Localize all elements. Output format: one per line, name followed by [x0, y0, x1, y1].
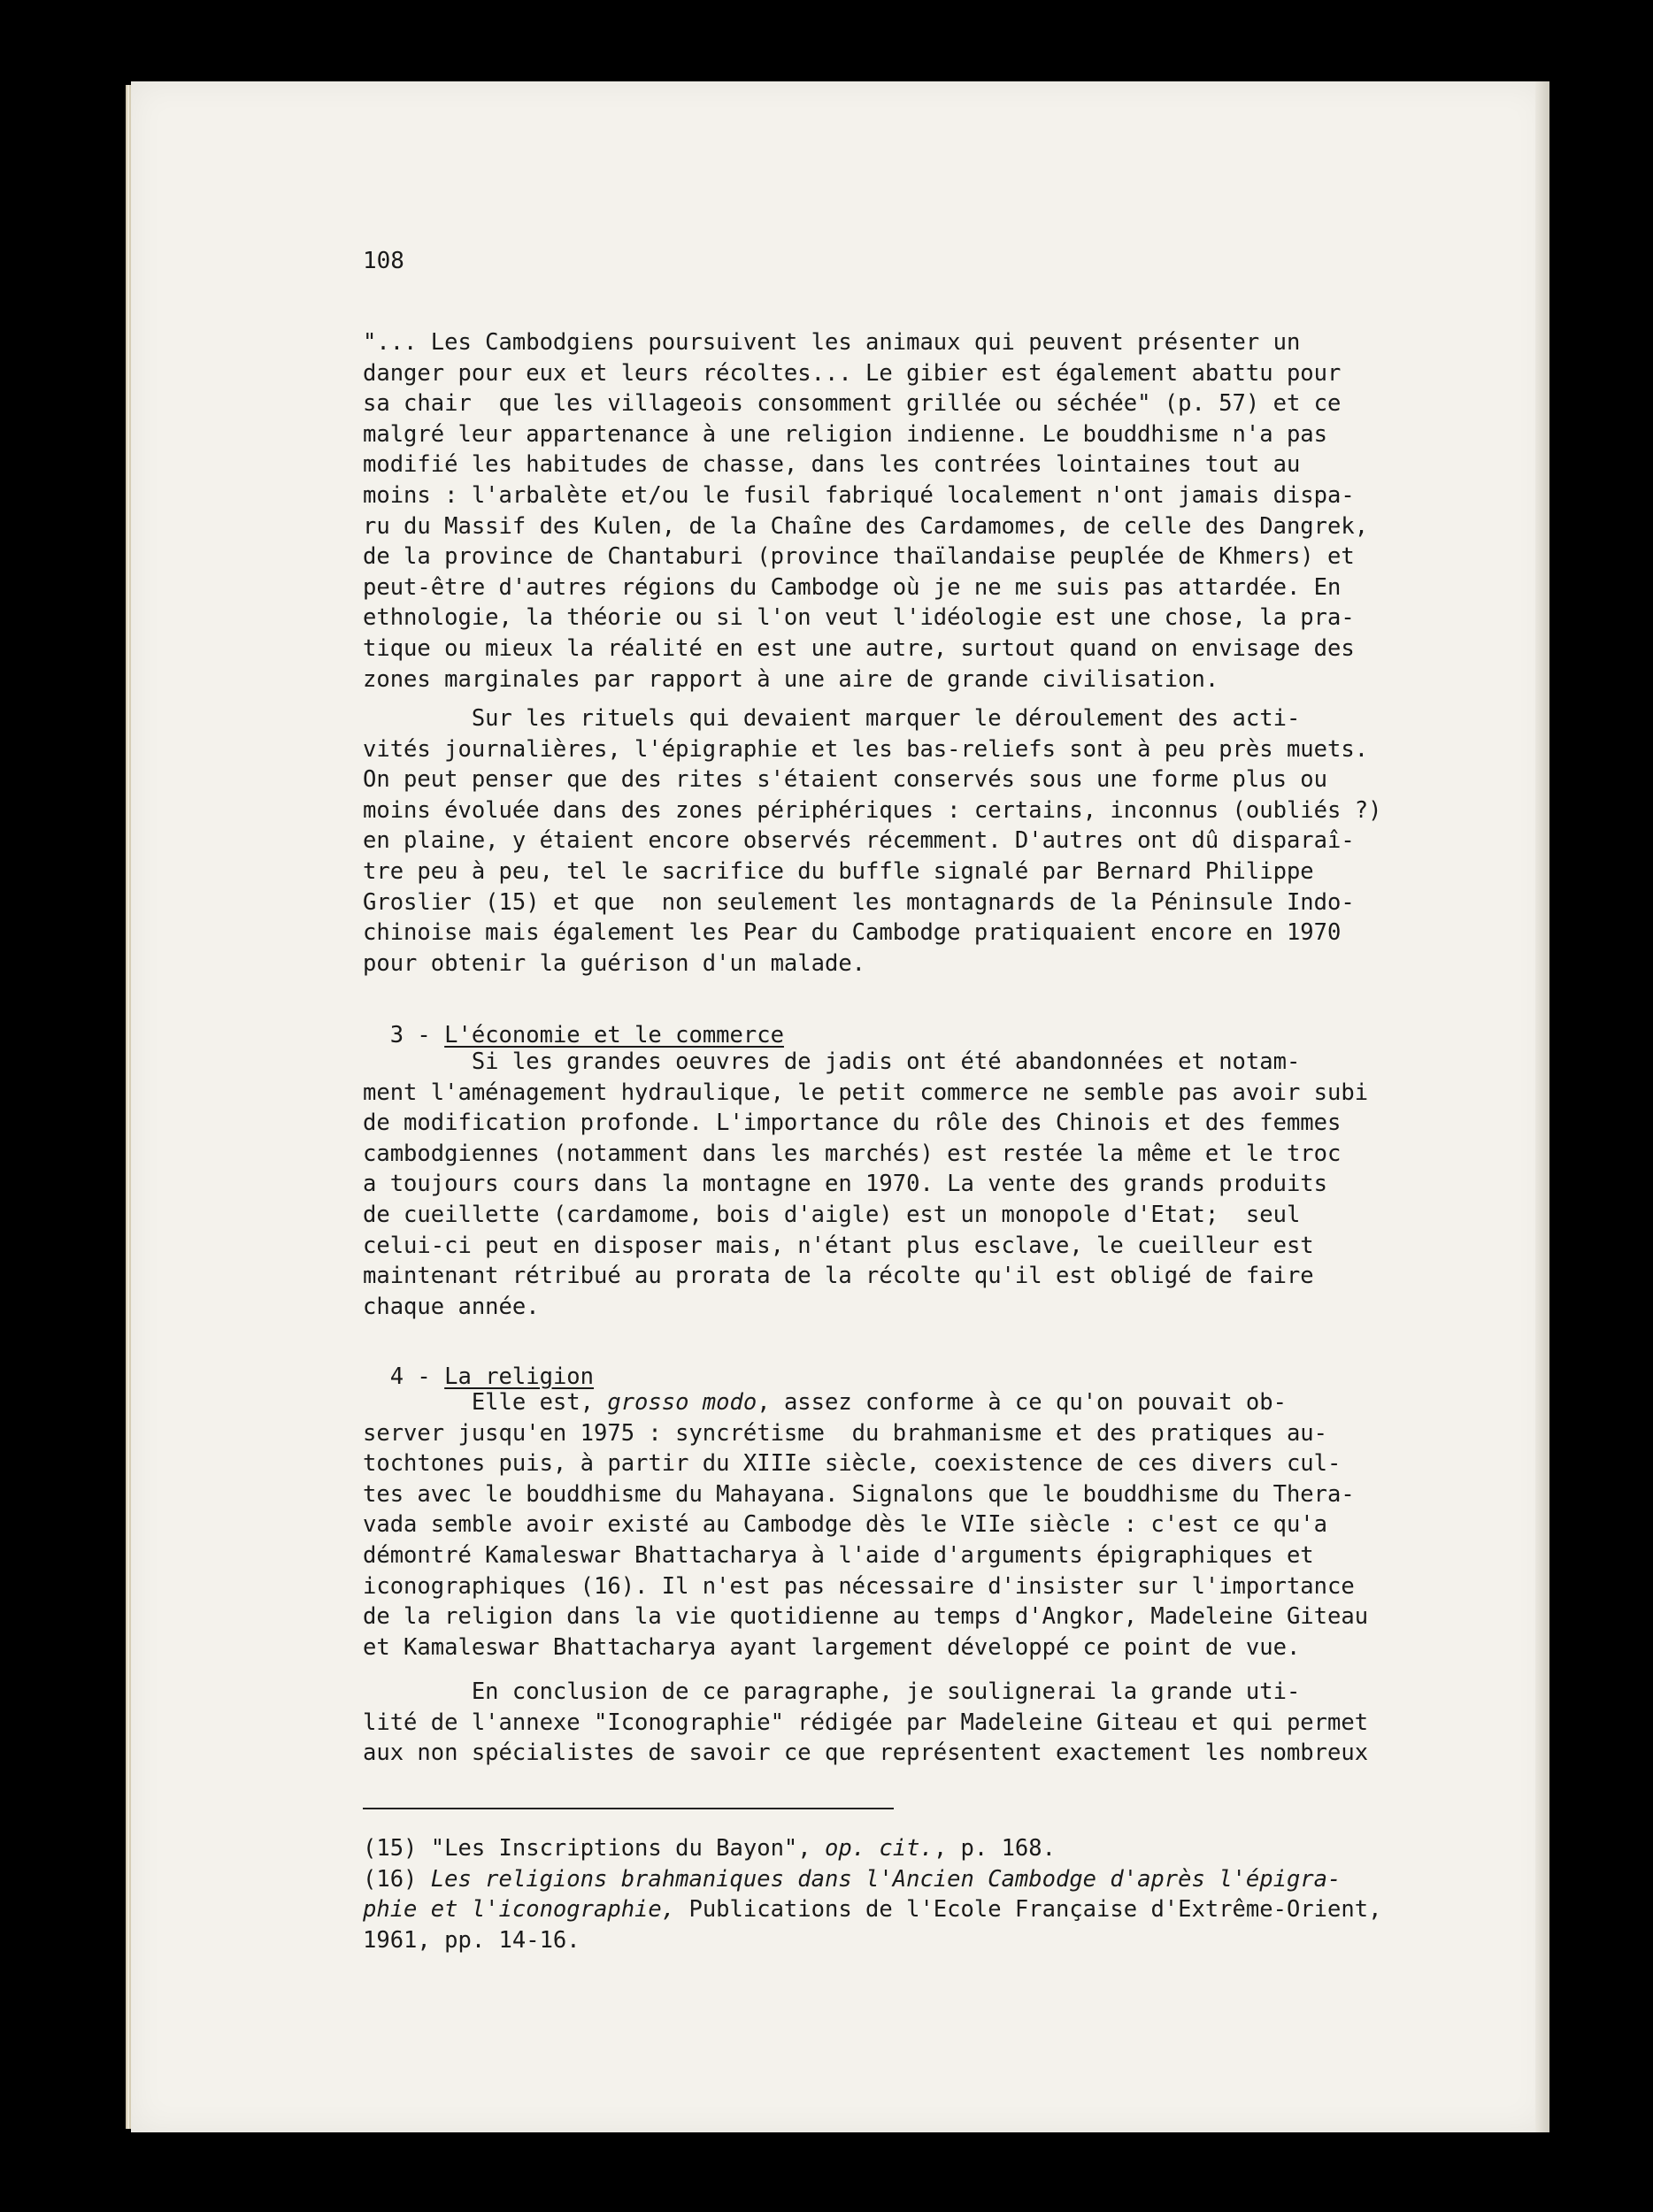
text-line: tes avec le bouddhisme du Mahayana. Signalons que le bouddhisme du Thera- — [363, 1480, 1355, 1508]
footnote-16-end: 1961, pp. 14-16. — [363, 1926, 580, 1954]
text-line: sa chair que les villageois consomment grillée ou séchée" (p. 57) et ce — [363, 390, 1342, 418]
text-line: de la religion dans la vie quotidienne au temps d'Angkor, Madeleine Giteau — [363, 1603, 1369, 1631]
section-number: 3 - — [389, 1021, 445, 1048]
text-line: a toujours cours dans la montagne en 1970. La vente des grands produits — [363, 1171, 1328, 1198]
text-line: celui-ci peut en disposer mais, n'étant plus esclave, le cueilleur est — [363, 1232, 1314, 1259]
text-line: vités journalières, l'épigraphie et les bas-reliefs sont à peu près muets. — [363, 735, 1369, 763]
section-heading-religion — [363, 1331, 594, 1392]
text-line: aux non spécialistes de savoir ce que représentent exactement les nombreux — [363, 1740, 1369, 1767]
text-line: démontré Kamaleswar Bhattacharya à l'aide d'arguments épigraphiques et — [363, 1541, 1314, 1569]
text-line: lité de l'annexe "Iconographie" rédigée par Madeleine Giteau et qui permet — [363, 1709, 1369, 1736]
paragraph-hunting — [363, 327, 1368, 695]
text-line: zones marginales par rapport à une aire de grande civilisation. — [363, 665, 1219, 693]
text-line: moins évoluée dans des zones périphériques : certains, inconnus (oubliés ?) — [363, 796, 1382, 824]
footnote-16-cont: phie et l'iconographie, Publications de l'Ecole Française d'Extrême-Orient, — [363, 1896, 1382, 1924]
text-line: tique ou mieux la réalité en est une autre, surtout quand on envisage des — [363, 634, 1355, 662]
text-line: Sur les rituels qui devaient marquer le déroulement des acti- — [363, 705, 1301, 732]
text-line: En conclusion de ce paragraphe, je soulignerai la grande uti- — [363, 1678, 1301, 1705]
footnote-rule — [363, 1808, 894, 1809]
page-edge-right — [1535, 81, 1549, 2132]
text-line: en plaine, y étaient encore observés récemment. D'autres ont dû disparaî- — [363, 827, 1355, 855]
text-line: malgré leur appartenance à une religion indienne. Le bouddhisme n'a pas — [363, 420, 1328, 448]
text-line: ethnologie, la théorie ou si l'on veut l'idéologie est une chose, la pra- — [363, 604, 1355, 632]
text-line: moins : l'arbalète et/ou le fusil fabriqué localement n'ont jamais dispa- — [363, 481, 1355, 509]
text-line: danger pour eux et leurs récoltes... Le gibier est également abattu pour — [363, 359, 1342, 387]
page-number: 108 — [363, 248, 404, 274]
text-line: de la province de Chantaburi (province thaïlandaise peuplée de Khmers) et — [363, 543, 1355, 571]
section-title: L'économie et le commerce — [444, 1021, 784, 1048]
text-line: de cueillette (cardamome, bois d'aigle) est un monopole d'Etat; seul — [363, 1201, 1301, 1228]
text-line: modifié les habitudes de chasse, dans les contrées lointaines tout au — [363, 451, 1301, 479]
text-line: peut-être d'autres régions du Cambodge où je ne me suis pas attardée. En — [363, 573, 1342, 601]
text-line: et Kamaleswar Bhattacharya ayant largement développé ce point de vue. — [363, 1633, 1301, 1661]
paragraph-economy — [363, 1047, 1368, 1322]
text-line: Si les grandes oeuvres de jadis ont été abandonnées et notam- — [363, 1048, 1301, 1075]
section-number: 4 - — [389, 1363, 445, 1390]
text-line: server jusqu'en 1975 : syncrétisme du brahmanisme et des pratiques au- — [363, 1419, 1328, 1447]
text-line: vada semble avoir existé au Cambodge dès le VIIe siècle : c'est ce qu'a — [363, 1511, 1328, 1539]
text-line: Elle est, grosso modo, assez conforme à ce qu'on pouvait ob- — [363, 1389, 1287, 1416]
paragraph-conclusion — [363, 1677, 1368, 1769]
text-line: maintenant rétribué au prorata de la récolte qu'il est obligé de faire — [363, 1263, 1314, 1290]
text-line: iconographiques (16). Il n'est pas nécessaire d'insister sur l'importance — [363, 1572, 1355, 1600]
text-line: ru du Massif des Kulen, de la Chaîne des Cardamomes, de celle des Dangrek, — [363, 512, 1369, 540]
text-line: chaque année. — [363, 1293, 540, 1320]
text-line: cambodgiennes (notamment dans les marchés) est restée la même et le troc — [363, 1140, 1342, 1167]
section-title: La religion — [444, 1363, 595, 1390]
text-line: On peut penser que des rites s'étaient conservés sous une forme plus ou — [363, 766, 1328, 794]
text-line: pour obtenir la guérison d'un malade. — [363, 949, 866, 977]
text-line: tochtones puis, à partir du XIIIe siècle, coexistence de ces divers cul- — [363, 1450, 1342, 1478]
paragraph-religion — [363, 1387, 1368, 1663]
paragraph-rituals — [363, 703, 1381, 979]
footnote-15: (15) "Les Inscriptions du Bayon", op. cit., p. 168. — [363, 1835, 1056, 1862]
footnotes — [363, 1833, 1381, 1955]
text-line: de modification profonde. L'importance du rôle des Chinois et des femmes — [363, 1110, 1342, 1137]
footnote-16: (16) Les religions brahmaniques dans l'Ancien Cambodge d'après l'épigra- — [363, 1865, 1342, 1893]
section-heading-economy — [363, 989, 784, 1050]
text-line: chinoise mais également les Pear du Cambodge pratiquaient encore en 1970 — [363, 919, 1342, 947]
text-line: tre peu à peu, tel le sacrifice du buffle signalé par Bernard Philippe — [363, 857, 1314, 885]
text-line: ment l'aménagement hydraulique, le petit commerce ne semble pas avoir subi — [363, 1079, 1369, 1106]
text-line: "... Les Cambodgiens poursuivent les animaux qui peuvent présenter un — [363, 329, 1301, 356]
text-line: Groslier (15) et que non seulement les montagnards de la Péninsule Indo- — [363, 888, 1355, 916]
